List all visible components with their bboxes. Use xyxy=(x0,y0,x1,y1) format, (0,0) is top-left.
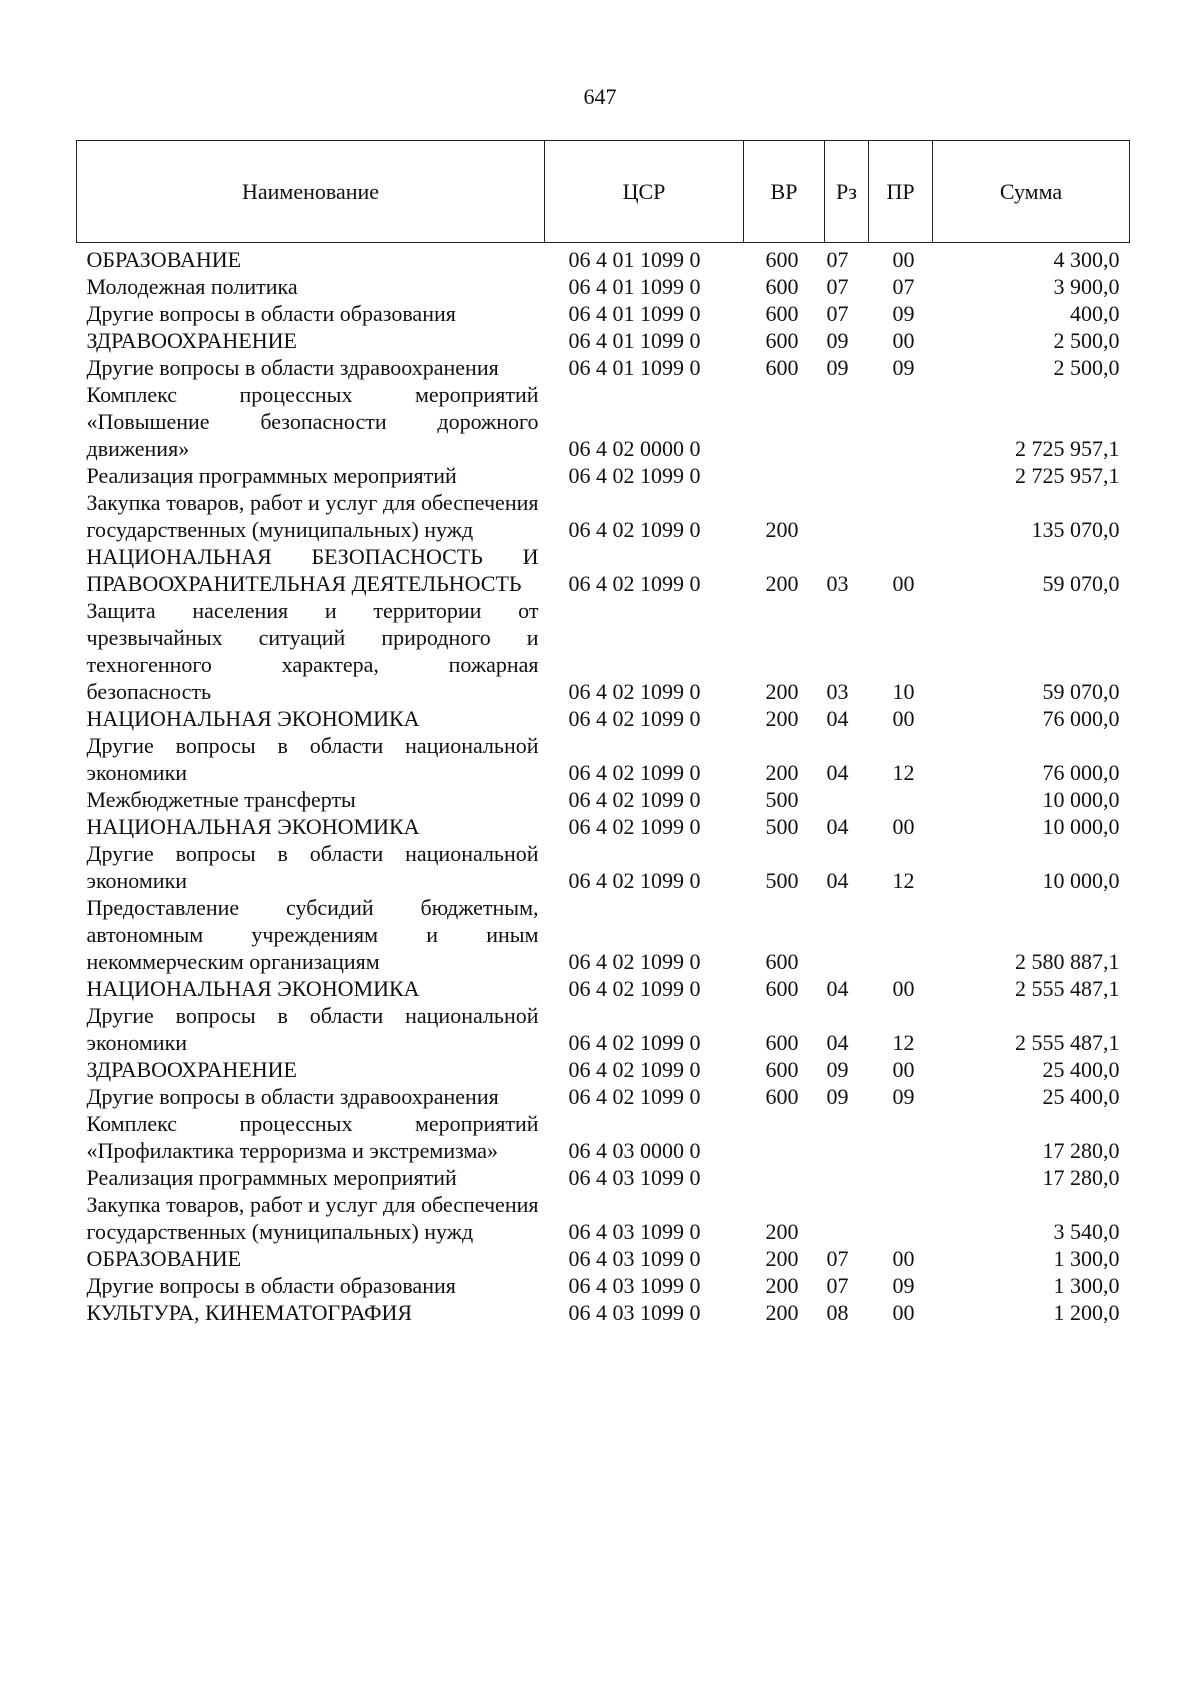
row-vr-cell: 200 xyxy=(765,1246,799,1271)
row-rz-cell: 09 xyxy=(826,328,849,353)
row-rz-cell: 04 xyxy=(826,814,849,839)
row-pr-cell: 09 xyxy=(892,1084,915,1109)
row-vr-cell: 500 xyxy=(765,868,799,893)
row-vr-cell: 500 xyxy=(765,814,799,839)
row-csr-cell: 06 4 02 1099 0 xyxy=(568,787,701,812)
row-rz-cell xyxy=(825,786,869,813)
row-csr-cell: 06 4 02 1099 0 xyxy=(568,679,701,704)
table-body xyxy=(77,243,1130,1327)
row-name-cell: Другие вопросы в области национальной экономики xyxy=(86,841,539,893)
row-sum-cell: 17 280,0 xyxy=(1042,1138,1120,1163)
table-row xyxy=(77,840,1130,894)
row-name-cell: Комплекс процессных мероприятий «Повышение безопасности дорожного движения» xyxy=(86,382,539,461)
row-vr-cell: 600 xyxy=(765,328,799,353)
row-pr-cell: 00 xyxy=(892,706,915,731)
row-name-cell: Закупка товаров, работ и услуг для обеспечения государственных (муниципальных) нужд xyxy=(86,1192,539,1244)
row-pr-cell xyxy=(869,489,933,543)
row-sum-cell: 59 070,0 xyxy=(1042,679,1120,704)
row-rz-cell: 04 xyxy=(826,976,849,1001)
row-sum-cell: 2 725 957,1 xyxy=(1015,436,1120,461)
row-csr-cell: 06 4 02 1099 0 xyxy=(568,949,701,974)
row-sum-cell: 1 300,0 xyxy=(1053,1273,1120,1298)
column-header-name: Наименование xyxy=(77,141,545,243)
row-name-cell: НАЦИОНАЛЬНАЯ ЭКОНОМИКА xyxy=(86,706,420,731)
row-name-cell: Другие вопросы в области национальной экономики xyxy=(86,1003,539,1055)
table-row xyxy=(77,1164,1130,1191)
row-csr-cell: 06 4 03 1099 0 xyxy=(568,1300,701,1325)
table-row xyxy=(77,489,1130,543)
row-csr-cell: 06 4 01 1099 0 xyxy=(568,301,701,326)
row-name-cell: Другие вопросы в области национальной экономики xyxy=(86,733,539,785)
row-csr-cell: 06 4 02 1099 0 xyxy=(568,976,701,1001)
table-row xyxy=(77,975,1130,1002)
table-row xyxy=(77,381,1130,462)
row-sum-cell: 2 500,0 xyxy=(1053,328,1120,353)
row-name-cell: НАЦИОНАЛЬНАЯ ЭКОНОМИКА xyxy=(86,814,420,839)
row-pr-cell: 00 xyxy=(892,1246,915,1271)
column-header-rz: Рз xyxy=(825,141,869,243)
row-pr-cell: 00 xyxy=(892,976,915,1001)
table-row xyxy=(77,273,1130,300)
row-name-cell: Закупка товаров, работ и услуг для обеспечения государственных (муниципальных) нужд xyxy=(86,490,539,542)
row-rz-cell xyxy=(825,381,869,462)
row-rz-cell: 03 xyxy=(826,571,849,596)
row-rz-cell: 04 xyxy=(826,1030,849,1055)
row-pr-cell: 00 xyxy=(892,247,915,272)
row-name-cell: НАЦИОНАЛЬНАЯ БЕЗОПАСНОСТЬ И ПРАВООХРАНИТЕЛЬНАЯ ДЕЯТЕЛЬНОСТЬ xyxy=(86,544,539,596)
row-vr-cell: 600 xyxy=(765,247,799,272)
row-csr-cell: 06 4 03 1099 0 xyxy=(568,1273,701,1298)
row-name-cell: ЗДРАВООХРАНЕНИЕ xyxy=(86,1057,297,1082)
row-sum-cell: 10 000,0 xyxy=(1042,787,1120,812)
row-vr-cell: 200 xyxy=(765,517,799,542)
row-pr-cell xyxy=(869,381,933,462)
row-vr-cell: 600 xyxy=(765,301,799,326)
page-number: 647 xyxy=(583,84,617,109)
row-name-cell: Межбюджетные трансферты xyxy=(86,787,356,812)
row-name-cell: Другие вопросы в области здравоохранения xyxy=(86,1084,499,1109)
row-sum-cell: 59 070,0 xyxy=(1042,571,1120,596)
table-row xyxy=(77,1083,1130,1110)
row-vr-cell: 600 xyxy=(765,949,799,974)
row-name-cell: Другие вопросы в области образования xyxy=(86,301,456,326)
table-row xyxy=(77,813,1130,840)
row-csr-cell: 06 4 03 1099 0 xyxy=(568,1246,701,1271)
table-row xyxy=(77,732,1130,786)
row-vr-cell: 600 xyxy=(765,1030,799,1055)
row-rz-cell xyxy=(825,1191,869,1245)
row-sum-cell: 10 000,0 xyxy=(1042,814,1120,839)
row-sum-cell: 25 400,0 xyxy=(1042,1084,1120,1109)
row-pr-cell xyxy=(869,894,933,975)
row-rz-cell xyxy=(825,1110,869,1164)
row-vr-cell: 200 xyxy=(765,571,799,596)
table-row xyxy=(77,243,1130,274)
row-vr-cell: 500 xyxy=(765,787,799,812)
row-vr-cell: 600 xyxy=(765,355,799,380)
row-pr-cell xyxy=(869,1110,933,1164)
row-vr-cell: 200 xyxy=(765,760,799,785)
row-csr-cell: 06 4 02 1099 0 xyxy=(568,517,701,542)
row-name-cell: Другие вопросы в области здравоохранения xyxy=(86,355,499,380)
row-name-cell: ОБРАЗОВАНИЕ xyxy=(86,247,242,272)
row-sum-cell: 4 300,0 xyxy=(1053,247,1120,272)
row-vr-cell: 200 xyxy=(765,1273,799,1298)
row-csr-cell: 06 4 01 1099 0 xyxy=(568,328,701,353)
row-vr-cell: 600 xyxy=(765,1057,799,1082)
row-pr-cell: 12 xyxy=(892,760,915,785)
row-name-cell: Предоставление субсидий бюджетным, автономным учреждениям и иным некоммерческим организациям xyxy=(86,895,539,974)
row-sum-cell: 2 500,0 xyxy=(1053,355,1120,380)
row-sum-cell: 2 725 957,1 xyxy=(1015,463,1120,488)
row-name-cell: Молодежная политика xyxy=(86,274,298,299)
column-header-pr: ПР xyxy=(869,141,933,243)
table-header-row xyxy=(77,141,1130,243)
row-sum-cell: 76 000,0 xyxy=(1042,760,1120,785)
row-rz-cell: 07 xyxy=(826,274,849,299)
row-csr-cell: 06 4 02 1099 0 xyxy=(568,868,701,893)
row-sum-cell: 2 555 487,1 xyxy=(1015,976,1120,1001)
row-sum-cell: 3 900,0 xyxy=(1053,274,1120,299)
row-sum-cell: 76 000,0 xyxy=(1042,706,1120,731)
row-pr-cell: 09 xyxy=(892,355,915,380)
row-csr-cell: 06 4 02 1099 0 xyxy=(568,760,701,785)
row-vr-cell xyxy=(744,1110,825,1164)
row-rz-cell xyxy=(825,1164,869,1191)
row-vr-cell: 200 xyxy=(765,1300,799,1325)
row-name-cell: ЗДРАВООХРАНЕНИЕ xyxy=(86,328,297,353)
table-row xyxy=(77,705,1130,732)
column-header-sum: Сумма xyxy=(933,141,1130,243)
row-rz-cell: 07 xyxy=(826,1246,849,1271)
row-vr-cell: 200 xyxy=(765,1219,799,1244)
row-vr-cell: 200 xyxy=(765,679,799,704)
table-row xyxy=(77,1245,1130,1272)
table-row xyxy=(77,300,1130,327)
row-csr-cell: 06 4 02 1099 0 xyxy=(568,706,701,731)
row-csr-cell: 06 4 02 1099 0 xyxy=(568,814,701,839)
row-sum-cell: 1 300,0 xyxy=(1053,1246,1120,1271)
row-vr-cell: 600 xyxy=(765,976,799,1001)
table-row xyxy=(77,327,1130,354)
table-row xyxy=(77,462,1130,489)
row-rz-cell: 09 xyxy=(826,355,849,380)
row-sum-cell: 3 540,0 xyxy=(1053,1219,1120,1244)
row-rz-cell: 04 xyxy=(826,760,849,785)
row-name-cell: Реализация программных мероприятий xyxy=(86,463,457,488)
row-csr-cell: 06 4 02 0000 0 xyxy=(568,436,701,461)
row-csr-cell: 06 4 02 1099 0 xyxy=(568,1084,701,1109)
row-csr-cell: 06 4 02 1099 0 xyxy=(568,463,701,488)
row-pr-cell: 09 xyxy=(892,301,915,326)
table-row xyxy=(77,543,1130,597)
row-name-cell: Комплекс процессных мероприятий «Профилактика терроризма и экстремизма» xyxy=(86,1111,539,1163)
row-name-cell: КУЛЬТУРА, КИНЕМАТОГРАФИЯ xyxy=(86,1300,413,1325)
row-rz-cell xyxy=(825,489,869,543)
row-csr-cell: 06 4 03 0000 0 xyxy=(568,1138,701,1163)
row-pr-cell: 00 xyxy=(892,1057,915,1082)
row-csr-cell: 06 4 01 1099 0 xyxy=(568,274,701,299)
row-sum-cell: 400,0 xyxy=(1070,301,1120,326)
row-vr-cell: 600 xyxy=(765,1084,799,1109)
row-rz-cell: 07 xyxy=(826,301,849,326)
table-row xyxy=(77,1272,1130,1299)
row-vr-cell xyxy=(744,1164,825,1191)
row-rz-cell: 04 xyxy=(826,868,849,893)
table-row xyxy=(77,1191,1130,1245)
row-csr-cell: 06 4 03 1099 0 xyxy=(568,1219,701,1244)
row-rz-cell: 07 xyxy=(826,1273,849,1298)
row-pr-cell xyxy=(869,462,933,489)
row-pr-cell: 12 xyxy=(892,1030,915,1055)
row-rz-cell: 09 xyxy=(826,1057,849,1082)
row-pr-cell: 10 xyxy=(892,679,915,704)
row-sum-cell: 2 555 487,1 xyxy=(1015,1030,1120,1055)
row-sum-cell: 135 070,0 xyxy=(1031,517,1120,542)
row-name-cell: ОБРАЗОВАНИЕ xyxy=(86,1246,242,1271)
row-csr-cell: 06 4 01 1099 0 xyxy=(568,247,701,272)
table-row xyxy=(77,1056,1130,1083)
row-vr-cell xyxy=(744,381,825,462)
row-sum-cell: 10 000,0 xyxy=(1042,868,1120,893)
table-row xyxy=(77,1110,1130,1164)
budget-table xyxy=(76,140,1130,1326)
row-pr-cell xyxy=(869,1164,933,1191)
row-pr-cell: 00 xyxy=(892,1300,915,1325)
row-csr-cell: 06 4 02 1099 0 xyxy=(568,1030,701,1055)
row-csr-cell: 06 4 02 1099 0 xyxy=(568,571,701,596)
column-header-csr: ЦСР xyxy=(545,141,744,243)
table-row xyxy=(77,354,1130,381)
row-pr-cell: 09 xyxy=(892,1273,915,1298)
row-csr-cell: 06 4 02 1099 0 xyxy=(568,1057,701,1082)
table-row xyxy=(77,786,1130,813)
row-pr-cell xyxy=(869,1191,933,1245)
row-vr-cell: 600 xyxy=(765,274,799,299)
row-pr-cell: 12 xyxy=(892,868,915,893)
row-vr-cell xyxy=(744,462,825,489)
table-row xyxy=(77,1002,1130,1056)
row-rz-cell xyxy=(825,894,869,975)
row-sum-cell: 1 200,0 xyxy=(1053,1300,1120,1325)
row-pr-cell: 00 xyxy=(892,328,915,353)
row-csr-cell: 06 4 01 1099 0 xyxy=(568,355,701,380)
row-name-cell: Реализация программных мероприятий xyxy=(86,1165,457,1190)
row-name-cell: Защита населения и территории от чрезвычайных ситуаций природного и техногенного характера, пожарная безопасность xyxy=(86,598,539,704)
column-header-vr: ВР xyxy=(744,141,825,243)
row-sum-cell: 17 280,0 xyxy=(1042,1165,1120,1190)
table-row xyxy=(77,1299,1130,1326)
row-name-cell: НАЦИОНАЛЬНАЯ ЭКОНОМИКА xyxy=(86,976,420,1001)
row-rz-cell: 03 xyxy=(826,679,849,704)
row-rz-cell: 07 xyxy=(826,247,849,272)
row-pr-cell xyxy=(869,786,933,813)
row-sum-cell: 25 400,0 xyxy=(1042,1057,1120,1082)
row-pr-cell: 07 xyxy=(892,274,915,299)
row-vr-cell: 200 xyxy=(765,706,799,731)
table-row xyxy=(77,894,1130,975)
row-rz-cell: 04 xyxy=(826,706,849,731)
row-csr-cell: 06 4 03 1099 0 xyxy=(568,1165,701,1190)
row-pr-cell: 00 xyxy=(892,571,915,596)
row-rz-cell: 08 xyxy=(826,1300,849,1325)
table-row xyxy=(77,597,1130,705)
row-name-cell: Другие вопросы в области образования xyxy=(86,1273,456,1298)
row-rz-cell xyxy=(825,462,869,489)
row-pr-cell: 00 xyxy=(892,814,915,839)
row-rz-cell: 09 xyxy=(826,1084,849,1109)
row-sum-cell: 2 580 887,1 xyxy=(1015,949,1120,974)
